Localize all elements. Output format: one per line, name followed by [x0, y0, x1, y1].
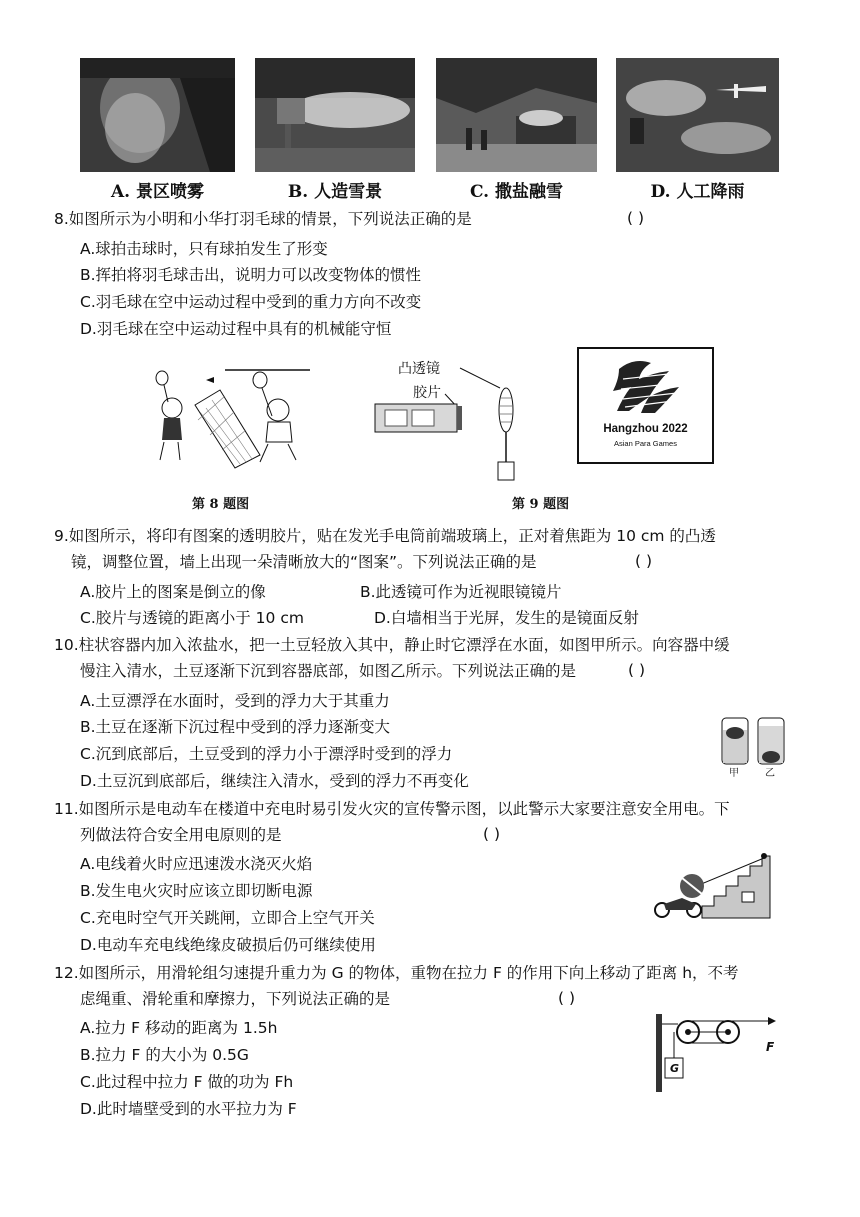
q10-label-yi: 乙 — [765, 768, 775, 779]
photo-scenic-spray — [80, 58, 235, 172]
q9-figure-caption: 第 9 题图 — [512, 497, 570, 512]
q12-stem-line2 — [54, 987, 390, 1011]
q11-stem-line2 — [54, 823, 282, 847]
q10-answer-blank: ( ) — [628, 661, 646, 679]
q8-answer-blank: ( ) — [627, 209, 645, 227]
hangzhou-logo-mark — [579, 349, 712, 421]
q9-option-a: A.胶片上的图案是倒立的像 — [80, 583, 266, 601]
q8-option-c: C.羽毛球在空中运动过程中受到的重力方向不改变 — [80, 293, 422, 311]
q10-option-d: D.土豆沉到底部后，继续注入清水，受到的浮力不再变化 — [80, 772, 469, 790]
q11-option-a: A.电线着火时应迅速泼水浇灭火焰 — [80, 855, 313, 873]
q10-option-b: B.土豆在逐渐下沉过程中受到的浮力逐渐变大 — [80, 718, 391, 736]
q8-option-a: A.球拍击球时，只有球拍发生了形变 — [80, 240, 328, 258]
q9-stem-line2 — [54, 550, 537, 574]
q12-stem-line2-text: 虑绳重、滑轮重和摩擦力，下列说法正确的是 — [80, 990, 391, 1008]
q10-stem-line2-text: 慢注入清水，土豆逐渐下沉到容器底部，如图乙所示。下列说法正确的是 — [80, 662, 577, 680]
q9-option-d: D.白墙相当于光屏，发生的是镜面反射 — [374, 609, 639, 627]
q10-option-c: C.沉到底部后，土豆受到的浮力小于漂浮时受到的浮力 — [80, 745, 453, 763]
q12-option-c: C.此过程中拉力 F 做的功为 Fh — [80, 1073, 294, 1091]
q8-option-b: B.挥拍将羽毛球击出，说明力可以改变物体的惯性 — [80, 266, 422, 284]
photo-artificial-snow — [255, 58, 415, 172]
q8-stem: 8.如图所示为小明和小华打羽毛球的情景，下列说法正确的是 — [54, 210, 472, 228]
photo-artificial-snow-image — [255, 58, 415, 172]
photo-caption-b: B. 人造雪景 — [287, 182, 383, 202]
q12-label-G: G — [670, 1062, 680, 1075]
q10-label-jia: 甲 — [729, 768, 739, 779]
photo-caption-d: D. 人工降雨 — [650, 182, 745, 202]
q10-stem-line1: 10.柱状容器内加入浓盐水，把一土豆轻放入其中，静止时它漂浮在水面，如图甲所示。向容器中缓 — [54, 636, 730, 654]
q12-option-d: D.此时墙壁受到的水平拉力为 F — [80, 1100, 297, 1118]
q11-answer-blank: ( ) — [483, 825, 501, 843]
q9-stem-line1: 9.如图所示，将印有图案的透明胶片，贴在发光手电筒前端玻璃上，正对着焦距为 10 cm 的凸透 — [54, 527, 716, 545]
q11-stem-line2-text: 列做法符合安全用电原则的是 — [80, 826, 282, 844]
q12-answer-blank: ( ) — [558, 989, 576, 1007]
q11-option-d: D.电动车充电线绝缘皮破损后仍可继续使用 — [80, 936, 376, 954]
q11-option-c: C.充电时空气开关跳闸，立即合上空气开关 — [80, 909, 375, 927]
q8-badminton-figure — [150, 360, 320, 475]
q12-option-a: A.拉力 F 移动的距离为 1.5h — [80, 1019, 278, 1037]
q12-option-b: B.拉力 F 的大小为 0.5G — [80, 1046, 249, 1064]
photo-salt-melting-snow — [436, 58, 597, 172]
photo-caption-c: C. 撒盐融雪 — [469, 182, 564, 202]
photo-salt-melting-snow-image — [436, 58, 597, 172]
photo-artificial-rain-image — [616, 58, 779, 172]
hangzhou-logo-box — [577, 347, 714, 464]
q11-ebike-fire-figure — [652, 852, 772, 920]
hangzhou-logo-subtitle: Asian Para Games — [614, 439, 677, 448]
q8-figure-caption: 第 8 题图 — [192, 497, 250, 512]
q9-film-label: 胶片 — [413, 385, 441, 401]
hangzhou-logo-title: Hangzhou 2022 — [603, 423, 688, 435]
photo-caption-a: A. 景区喷雾 — [110, 182, 205, 202]
q9-lens-label: 凸透镜 — [398, 361, 440, 377]
q10-stem-line2 — [54, 659, 576, 683]
q11-stem-line1: 11.如图所示是电动车在楼道中充电时易引发火灾的宣传警示图，以此警示大家要注意安全用电。下 — [54, 800, 730, 818]
q12-pulley-figure — [652, 1012, 782, 1094]
q9-lens-setup-figure — [370, 360, 540, 485]
q10-option-a: A.土豆漂浮在水面时，受到的浮力大于其重力 — [80, 692, 390, 710]
photo-artificial-rain — [616, 58, 779, 172]
q9-stem-line2-text: 镜，调整位置，墙上出现一朵清晰放大的“图案”。下列说法正确的是 — [71, 553, 537, 571]
q8-option-d: D.羽毛球在空中运动过程中具有的机械能守恒 — [80, 320, 392, 338]
photo-scenic-spray-image — [80, 58, 235, 172]
q9-option-b: B.此透镜可作为近视眼镜镜片 — [360, 583, 562, 601]
q9-answer-blank: ( ) — [635, 552, 653, 570]
q12-stem-line1: 12.如图所示，用滑轮组匀速提升重力为 G 的物体，重物在拉力 F 的作用下向上移动了距离 h，不考 — [54, 964, 739, 982]
q11-option-b: B.发生电火灾时应该立即切断电源 — [80, 882, 313, 900]
q12-label-F: F — [766, 1040, 775, 1054]
q9-option-c: C.胶片与透镜的距离小于 10 cm — [80, 609, 304, 627]
